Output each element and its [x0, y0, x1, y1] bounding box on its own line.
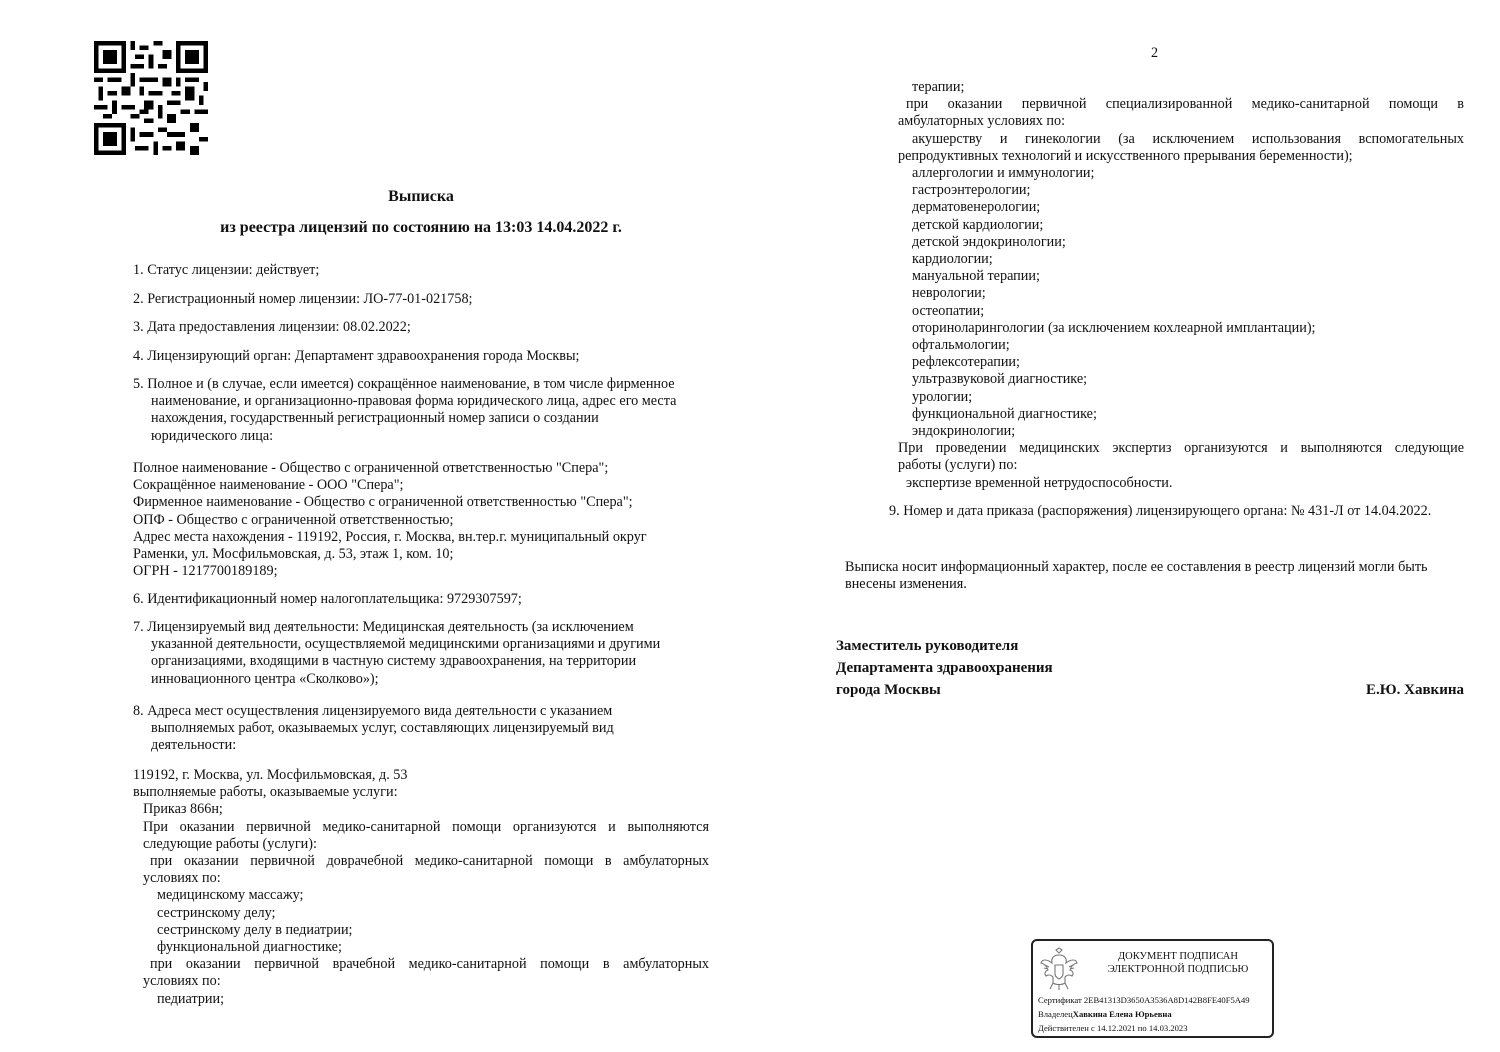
item-8-line: выполняемых работ, оказываемых услуг, составляющих лицензируемый вид	[151, 720, 614, 737]
signer-title	[836, 635, 1053, 701]
service-item: медицинскому массажу;	[157, 887, 304, 904]
service-item: эндокринологии;	[912, 423, 1016, 440]
info-note	[845, 559, 1465, 593]
service-item: экспертизе временной нетрудоспособности.	[906, 474, 1173, 491]
service-item: дерматовенерологии;	[912, 199, 1041, 216]
owner-label: Владелец	[1038, 1009, 1073, 1019]
works-label: выполняемые работы, оказываемые услуги:	[133, 784, 398, 801]
specialized-care-line: амбулаторных условиях по:	[898, 113, 1066, 130]
medical-care-line: при оказании первичной врачебной медико-санитарной помощи в амбулаторных	[150, 956, 709, 973]
org-line: ОПФ - Общество с ограниченной ответственностью;	[133, 511, 454, 528]
item-5	[133, 376, 709, 445]
works-block	[133, 767, 709, 1008]
coat-of-arms-icon	[1039, 947, 1079, 991]
license-number: 2. Регистрационный номер лицензии: ЛО-77-01-021758;	[133, 291, 473, 307]
signer-name: Е.Ю. Хавкина	[1365, 682, 1464, 698]
item-8-line: деятельности:	[151, 737, 237, 754]
electronic-signature-stamp	[1031, 939, 1274, 1038]
expertise-line: работы (услуги) по:	[898, 457, 1018, 474]
specialized-care-line: при оказании первичной специализированной медико-санитарной помощи в	[906, 96, 1464, 113]
org-line: Раменки, ул. Мосфильмовская, д. 53, этаж 1, ком. 10;	[133, 546, 454, 563]
item-7-line: организациями, входящими в частную систему здравоохранения, на территории	[151, 653, 637, 670]
certificate-label: Сертификат	[1038, 995, 1082, 1005]
service-item: терапии;	[912, 79, 965, 95]
service-item: функциональной диагностике;	[912, 405, 1097, 422]
org-line: ОГРН - 1217700189189;	[133, 563, 278, 580]
service-item: неврологии;	[912, 285, 986, 302]
activity-address: 119192, г. Москва, ул. Мосфильмовская, д. 53	[133, 767, 408, 783]
info-note-line: Выписка носит информационный характер, после ее составления в реестр лицензий могли быть	[845, 559, 1428, 575]
qr-code	[94, 41, 208, 155]
signer-title-line: города Москвы	[836, 682, 941, 698]
pre-medical-line: при оказании первичной доврачебной медико-санитарной помощи в амбулаторных	[150, 853, 709, 870]
service-item: детской эндокринологии;	[912, 233, 1066, 250]
item-7-line: 7. Лицензируемый вид деятельности: Медицинская деятельность (за исключением	[133, 619, 634, 635]
item-7-line: инновационного центра «Сколково»);	[151, 670, 379, 687]
item-5-line: юридического лица:	[151, 427, 274, 444]
org-line: Адрес места нахождения - 119192, Россия, г. Москва, вн.тер.г. муниципальный округ	[133, 528, 647, 545]
document-title: Выписка	[388, 188, 454, 205]
org-line: Полное наименование - Общество с ограниченной ответственностью "Спера";	[133, 460, 609, 476]
signer-title-line: Департамента здравоохранения	[836, 660, 1053, 676]
service-item: ультразвуковой диагностике;	[912, 371, 1088, 388]
stamp-validity: Действителен с 14.12.2021 по 14.03.2023	[1038, 1023, 1188, 1033]
stamp-header-line: ДОКУМЕНТ ПОДПИСАН	[1118, 951, 1238, 962]
service-item: педиатрии;	[157, 990, 225, 1007]
page-number: 2	[1151, 45, 1159, 61]
service-item: репродуктивных технологий и искусственного прерывания беременности);	[898, 147, 1353, 164]
organization-details	[133, 460, 709, 580]
service-item: акушерству и гинекологии (за исключением использования вспомогательных	[912, 130, 1464, 147]
org-line: Фирменное наименование - Общество с ограниченной ответственностью "Спера";	[133, 494, 633, 511]
inn: 6. Идентификационный номер налогоплательщика: 9729307597;	[133, 591, 522, 607]
service-item: мануальной терапии;	[912, 268, 1040, 285]
primary-care-line: При оказании первичной медико-санитарной помощи организуются и выполняются	[143, 818, 709, 835]
item-5-line: нахождения, государственный регистрационный номер записи о создании	[151, 410, 599, 427]
service-item: сестринскому делу;	[157, 904, 276, 921]
signer-title-line: Заместитель руководителя	[836, 638, 1019, 654]
service-item: остеопатии;	[912, 302, 985, 319]
item-8-line: 8. Адреса мест осуществления лицензируемого вида деятельности с указанием	[133, 703, 613, 719]
primary-care-line: следующие работы (услуги):	[143, 835, 317, 852]
item-8	[133, 703, 709, 755]
info-note-line: внесены изменения.	[845, 576, 967, 593]
owner-value: Хавкина Елена Юрьевна	[1072, 1009, 1172, 1019]
medical-care-line: условиях по:	[143, 973, 221, 990]
service-item: аллергологии и иммунологии;	[912, 165, 1095, 182]
service-item: офтальмологии;	[912, 337, 1010, 354]
expertise-line: При проведении медицинских экспертиз организуются и выполняются следующие	[898, 440, 1464, 457]
item-5-line: 5. Полное и (в случае, если имеется) сокращённое наименование, в том числе фирменное	[133, 376, 675, 392]
service-item: гастроэнтерологии;	[912, 182, 1031, 199]
org-line: Сокращённое наименование - ООО "Спера";	[133, 477, 404, 494]
stamp-certificate	[1038, 995, 1250, 1006]
item-7-line: указанной деятельности, осуществляемой медицинскими организациями и другими	[151, 636, 661, 653]
licensing-authority: 4. Лицензирующий орган: Департамент здравоохранения города Москвы;	[133, 348, 580, 364]
item-5-line: наименование, и организационно-правовая форма юридического лица, адрес его места	[151, 393, 677, 410]
item-7	[133, 619, 709, 688]
pre-medical-line: условиях по:	[143, 870, 221, 887]
stamp-header	[1085, 950, 1271, 976]
service-item: кардиологии;	[912, 251, 993, 268]
order-number: Приказ 866н;	[143, 801, 223, 818]
works-continued	[898, 79, 1464, 492]
service-item: функциональной диагностике;	[157, 939, 342, 956]
service-item: детской кардиологии;	[912, 216, 1044, 233]
document-subtitle: из реестра лицензий по состоянию на 13:03 14.04.2022 г.	[220, 219, 622, 236]
service-item: сестринскому делу в педиатрии;	[157, 921, 353, 938]
service-item: рефлексотерапии;	[912, 354, 1020, 371]
order-details: 9. Номер и дата приказа (распоряжения) лицензирующего органа: № 431-Л от 14.04.2022.	[889, 503, 1432, 519]
stamp-owner	[1038, 1009, 1172, 1020]
service-item: урологии;	[912, 388, 973, 405]
stamp-header-line: ЭЛЕКТРОННОЙ ПОДПИСЬЮ	[1107, 964, 1249, 975]
certificate-value: 2EB41313D3650A3536A8D142B8FE40F5A49	[1083, 995, 1250, 1005]
license-date: 3. Дата предоставления лицензии: 08.02.2022;	[133, 319, 411, 335]
service-item: оториноларингологии (за исключением кохлеарной имплантации);	[912, 319, 1316, 336]
license-status: 1. Статус лицензии: действует;	[133, 262, 320, 278]
